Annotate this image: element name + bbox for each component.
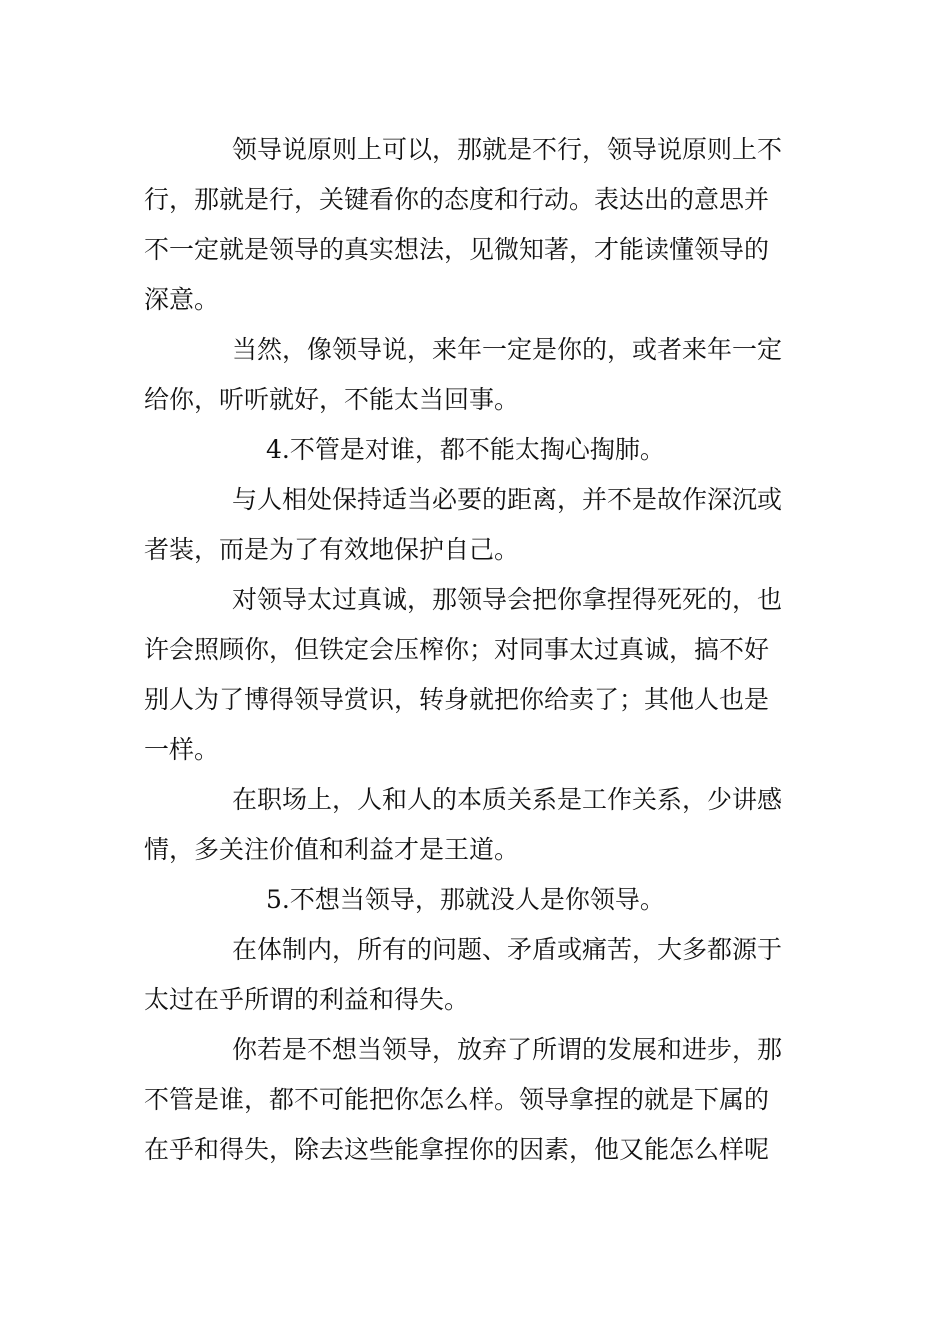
paragraph-line: 不一定就是领导的真实想法，见微知著，才能读懂领导的 bbox=[144, 235, 770, 264]
paragraph-line: 在体制内，所有的问题、矛盾或痛苦，大多都源于 bbox=[232, 935, 783, 964]
paragraph-line: 领导说原则上可以，那就是不行，领导说原则上不 bbox=[232, 135, 783, 164]
paragraph-line: 与人相处保持适当必要的距离，并不是故作深沉或 bbox=[232, 485, 783, 514]
section-heading: 4.不管是对谁，都不能太掏心掏肺。 bbox=[266, 435, 665, 464]
paragraph-line: 在职场上，人和人的本质关系是工作关系，少讲感 bbox=[232, 785, 783, 814]
document-body bbox=[144, 0, 806, 1344]
paragraph-line: 太过在乎所谓的利益和得失。 bbox=[144, 985, 470, 1014]
paragraph-line: 一样。 bbox=[144, 735, 220, 764]
paragraph-line: 深意。 bbox=[144, 285, 220, 314]
paragraph-line: 行，那就是行，关键看你的态度和行动。表达出的意思并 bbox=[144, 185, 770, 214]
paragraph-line: 别人为了博得领导赏识，转身就把你给卖了；其他人也是 bbox=[144, 685, 770, 714]
paragraph-line: 给你，听听就好，不能太当回事。 bbox=[144, 385, 520, 414]
section-heading: 5.不想当领导，那就没人是你领导。 bbox=[266, 885, 665, 914]
paragraph-line: 对领导太过真诚，那领导会把你拿捏得死死的，也 bbox=[232, 585, 783, 614]
paragraph-line: 当然，像领导说，来年一定是你的，或者来年一定 bbox=[232, 335, 783, 364]
paragraph-line: 你若是不想当领导，放弃了所谓的发展和进步，那 bbox=[232, 1035, 783, 1064]
paragraph-line: 情，多关注价值和利益才是王道。 bbox=[144, 835, 520, 864]
paragraph-line: 在乎和得失，除去这些能拿捏你的因素，他又能怎么样呢 bbox=[144, 1135, 770, 1164]
paragraph-line: 者装，而是为了有效地保护自己。 bbox=[144, 535, 520, 564]
paragraph-line: 许会照顾你，但铁定会压榨你；对同事太过真诚，搞不好 bbox=[144, 635, 770, 664]
paragraph-line: 不管是谁，都不可能把你怎么样。领导拿捏的就是下属的 bbox=[144, 1085, 770, 1114]
